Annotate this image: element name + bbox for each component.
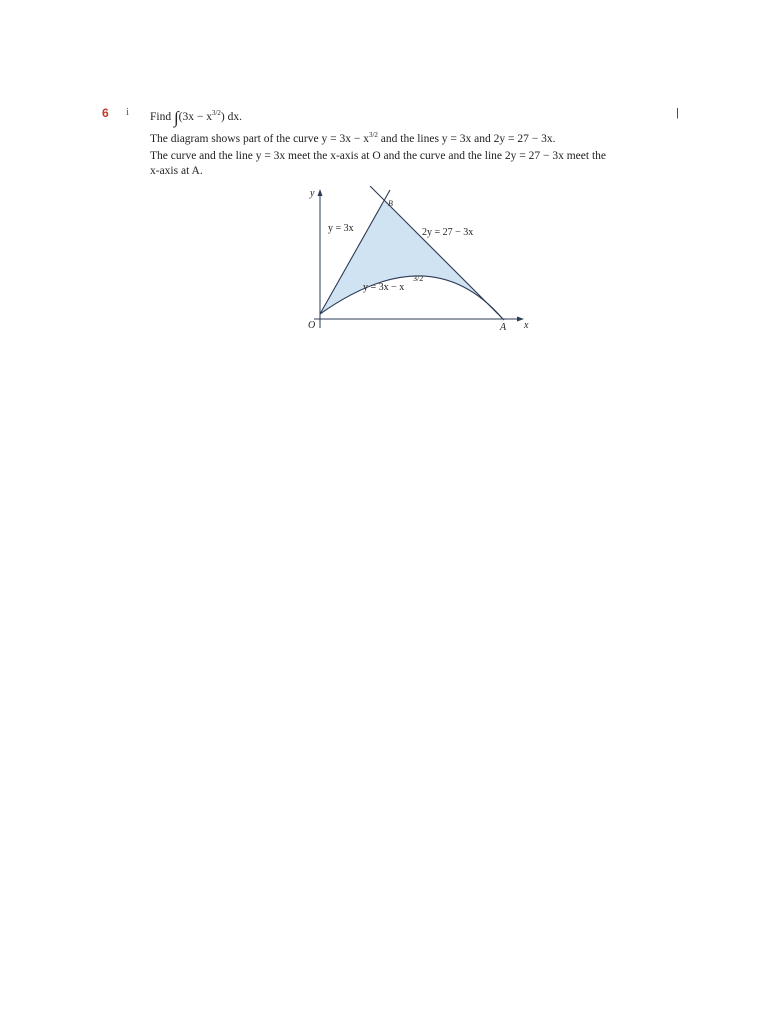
integrand-exponent: 3/2 [211, 109, 221, 117]
question-line-4: x-axis at A. [150, 165, 203, 177]
integrand-end: ) dx. [220, 111, 243, 123]
shaded-region [320, 200, 502, 318]
question-part: i [126, 106, 130, 118]
y-axis-arrow [318, 189, 323, 196]
x-axis-arrow [517, 317, 524, 322]
integrand: (3x − x [178, 111, 212, 123]
origin-label: O [308, 320, 316, 331]
point-b-label: B [388, 199, 393, 208]
question-number: 6 [102, 106, 109, 120]
line-y-3x-label: y = 3x [328, 223, 354, 234]
curve-label: y = 3x − x [363, 282, 405, 293]
marks-bar: | [676, 107, 679, 119]
question-line-3: The curve and the line y = 3x meet the x-axis at O and the curve and the line 2y = 27 − 3x meet the [150, 150, 606, 162]
line-2y-label: 2y = 27 − 3x [422, 227, 474, 238]
question-line-1 [150, 108, 242, 128]
line2-part-b: and the lines y = 3x and 2y = 27 − 3x. [377, 133, 556, 145]
question-line-2 [150, 131, 555, 145]
line2-exponent: 3/2 [368, 131, 378, 139]
point-a-label: A [500, 322, 507, 333]
x-axis-label: x [524, 320, 529, 331]
line2-part-a: The diagram shows part of the curve y = 3x − x [150, 133, 369, 145]
curve-diagram [300, 186, 550, 346]
y-axis-label: y [310, 188, 315, 199]
find-word: Find [150, 111, 172, 123]
integral-sign: ∫ [173, 108, 179, 127]
curve-label-exponent: 3/2 [413, 274, 424, 283]
